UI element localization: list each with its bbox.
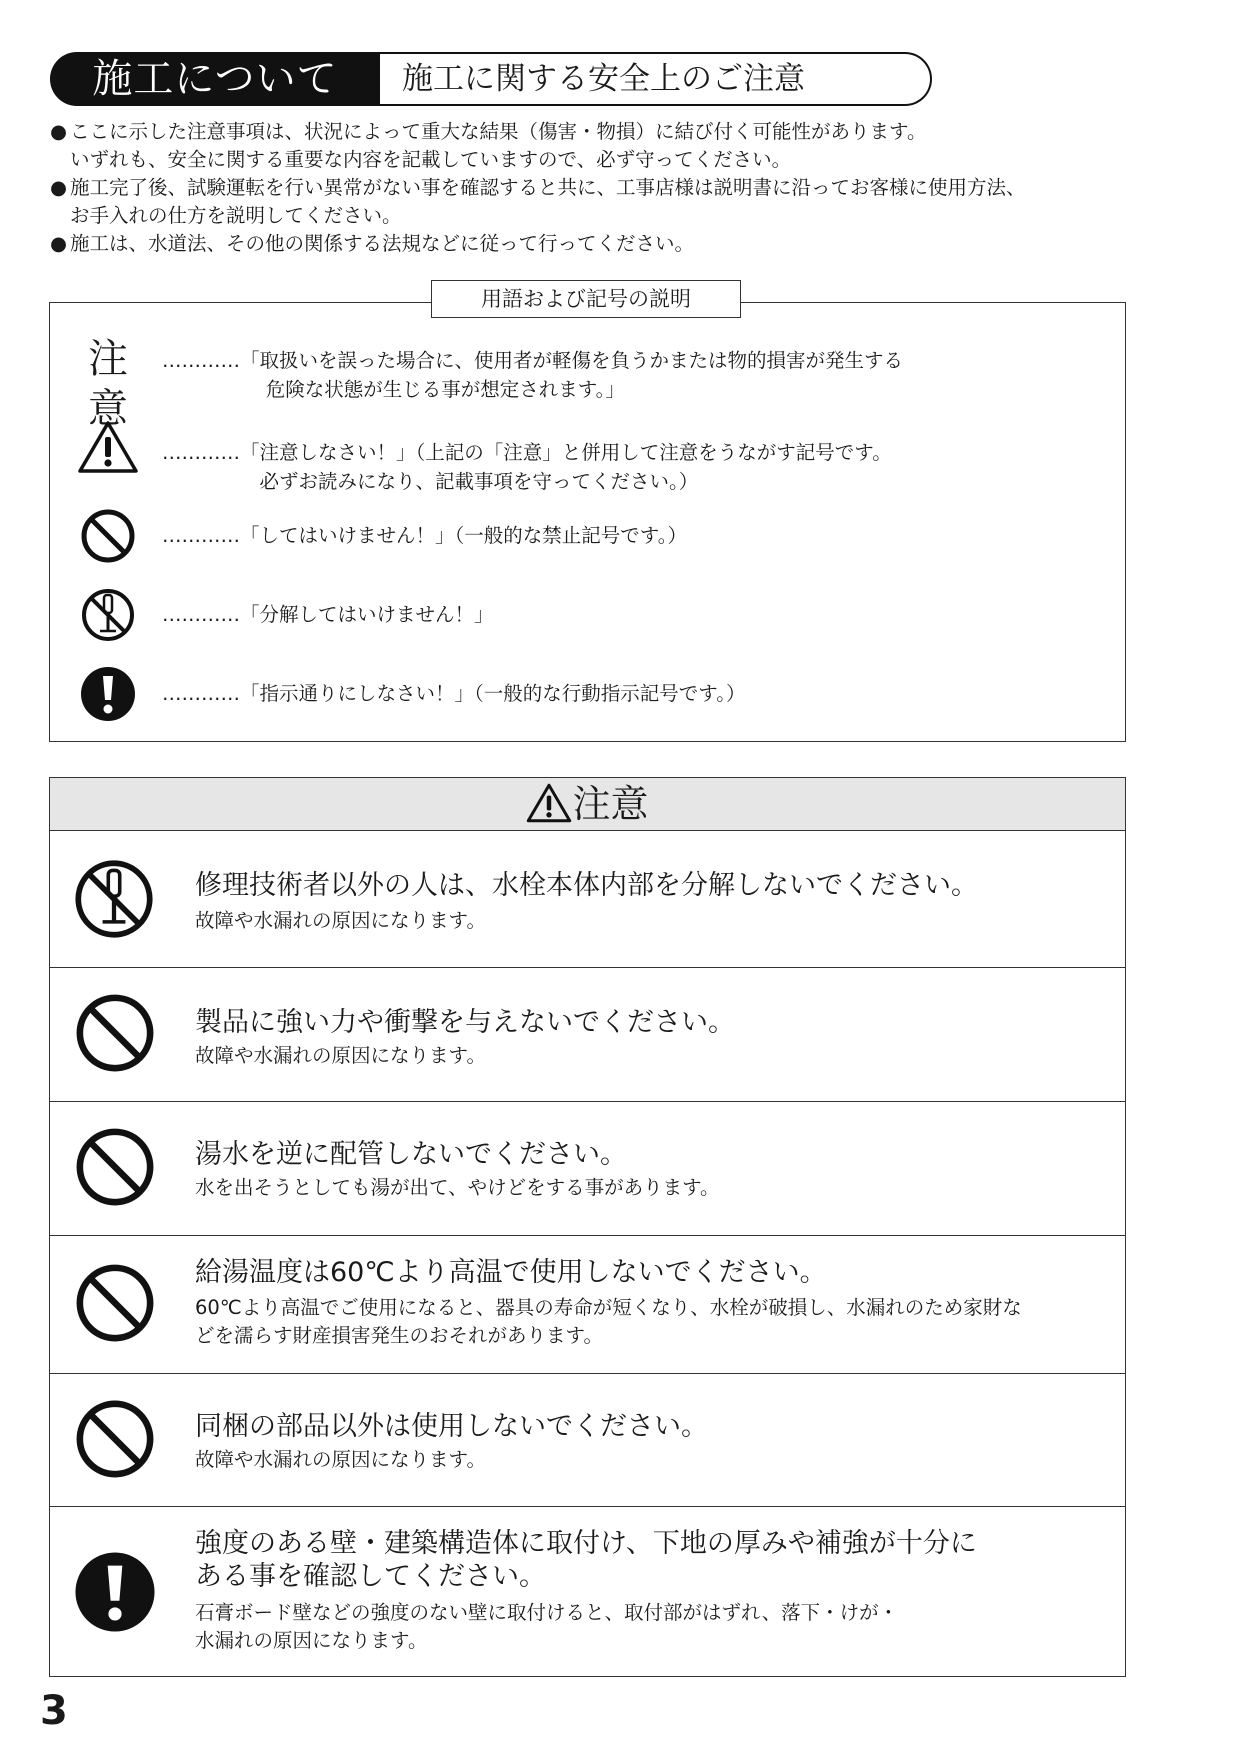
caution-heading-text: 注意 — [572, 782, 649, 826]
caution-title: 強度のある壁・建築構造体に取付け、下地の厚みや補強が十分に ある事を確認してください。 — [195, 1528, 977, 1592]
intro-text: 施工完了後、試験運転を行い異常がない事を確認すると共に、工事店様は説明書に沿ってお客様に使用方法、 お手入れの仕方を説明してください。 — [70, 176, 1026, 227]
intro-item — [50, 230, 1150, 258]
caution-sub: 故障や水漏れの原因になります。 — [195, 1448, 486, 1471]
caution-item — [50, 831, 1125, 967]
prohibition-icon — [74, 1126, 156, 1212]
caution-title: 同梱の部品以外は使用しないでください。 — [195, 1411, 708, 1442]
intro-text: ここに示した注意事項は、状況によって重大な結果（傷害・物損）に結び付く可能性があります。 いずれも、安全に関する重要な内容を記載していますので、必ず守ってください。 — [70, 120, 927, 171]
term-desc: …………「注意しなさい！」（上記の「注意」と併用して注意をうながす記号です。 必ずお読みになり、記載事項を守ってください。） — [162, 441, 892, 493]
term-desc: …………「指示通りにしなさい！」（一般的な行動指示記号です。） — [162, 682, 746, 705]
caution-sub: 石膏ボード壁などの強度のない壁に取付けると、取付部がはずれ、落下・けが・ 水漏れの原因になります。 — [195, 1601, 899, 1652]
caution-item — [50, 1506, 1125, 1676]
intro-item — [50, 118, 1150, 174]
caution-title: 修理技術者以外の人は、水栓本体内部を分解しないでください。 — [195, 870, 978, 901]
caution-item — [50, 967, 1125, 1102]
term-desc: …………「取扱いを誤った場合に、使用者が軽傷を負うかまたは物的損害が発生する 危険な状態が生じる事が想定されます。」 — [162, 349, 904, 401]
caution-heading — [50, 778, 1125, 831]
section-subtitle: 施工に関する安全上のご注意 — [378, 52, 932, 106]
prohibition-icon — [74, 1262, 156, 1348]
bullet: ● — [50, 176, 68, 199]
caution-item — [50, 1373, 1125, 1507]
no-disassembly-icon — [74, 859, 154, 943]
bullet: ● — [50, 232, 68, 255]
prohibition-icon — [74, 1398, 156, 1484]
caution-title: 給湯温度は60℃より高温で使用しないでください。 — [195, 1257, 827, 1288]
no-disassembly-icon — [70, 587, 146, 647]
caution-word: 注意 — [88, 336, 128, 432]
mandatory-action-icon — [70, 666, 146, 726]
warning-triangle-icon — [526, 783, 572, 836]
prohibition-icon — [70, 508, 146, 568]
warning-triangle-icon — [70, 420, 146, 478]
caution-sub: 故障や水漏れの原因になります。 — [195, 1044, 486, 1067]
mandatory-action-icon — [74, 1551, 156, 1637]
caution-item — [50, 1101, 1125, 1236]
caution-title: 湯水を逆に配管しないでください。 — [195, 1139, 627, 1170]
caution-sub: 故障や水漏れの原因になります。 — [195, 909, 486, 932]
term-desc: …………「してはいけません！」（一般的な禁止記号です。） — [162, 524, 687, 547]
intro-text: 施工は、水道法、その他の関係する法規などに従って行ってください。 — [70, 232, 695, 255]
terms-title: 用語および記号の説明 — [431, 280, 741, 318]
caution-item — [50, 1235, 1125, 1374]
caution-sub: 水を出そうとしても湯が出て、やけどをする事があります。 — [195, 1176, 720, 1199]
term-desc: …………「分解してはいけません！」 — [162, 603, 494, 626]
caution-title: 製品に強い力や衝撃を与えないでください。 — [195, 1007, 735, 1038]
prohibition-icon — [74, 992, 156, 1078]
bullet: ● — [50, 120, 68, 143]
section-title: 施工について — [50, 52, 380, 106]
caution-sub: 60℃より高温でご使用になると、器具の寿命が短くなり、水栓が破損し、水漏れのため家財な どを濡らす財産損害発生のおそれがあります。 — [195, 1296, 1022, 1347]
intro-item — [50, 174, 1150, 230]
page-number: 3 — [40, 1688, 68, 1734]
